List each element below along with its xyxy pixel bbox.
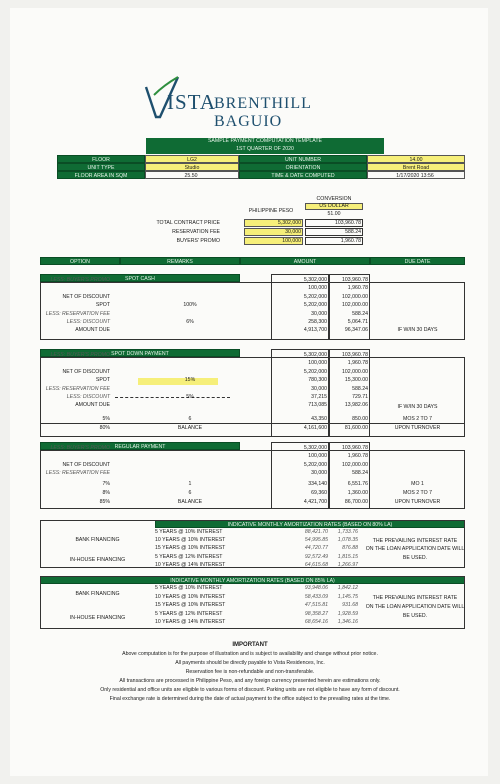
row-usd: 588.24 <box>352 385 368 392</box>
option-header: OPTION <box>40 257 120 265</box>
row-usd: 96,347.06 <box>344 327 368 334</box>
row-usd: 1,960.78 <box>347 360 368 367</box>
amort1-note1: THE PREVAILING INTEREST RATE <box>372 538 458 544</box>
amort-term: 10 YEARS @ 14% INTEREST <box>155 619 226 626</box>
row-remark: 15% <box>184 377 196 384</box>
sdp-inst-months: 6 <box>188 416 192 422</box>
amort-usd: 1,733.76 <box>337 529 358 535</box>
orientation-label: ORIENTATION <box>239 163 367 171</box>
row-label: NET OF DISCOUNT <box>62 461 110 468</box>
sdp-bal-usd: 81,600.00 <box>344 425 368 431</box>
note-line: Final exchange rate is determined during the date of actual payment to the office subject to the prevailing rates at the time. <box>109 696 391 702</box>
floor-value: LG2 <box>145 155 239 163</box>
amort-term: 15 YEARS @ 10% INTEREST <box>155 545 226 552</box>
amort1-title: INDICATIVE MONTHLY AMORTIZATION RATES (BASED ON 80% LA) <box>155 520 465 528</box>
tcp-label: TOTAL CONTRACT PRICE <box>156 220 220 226</box>
row-php: 5,202,000 <box>303 368 327 375</box>
floor-area-label: FLOOR AREA IN SQM <box>57 171 145 179</box>
usd-label: US DOLLAR <box>319 203 349 209</box>
row-php: 100,000 <box>308 453 327 460</box>
res-usd: 588.24 <box>345 229 361 235</box>
pay-months: BALANCE <box>177 499 203 505</box>
sdp-bal-pct: 80% <box>99 425 110 431</box>
row-usd: 102,000.00 <box>342 293 368 300</box>
row-label: LESS: DISCOUNT <box>66 319 110 325</box>
row-usd: 103,960.78 <box>342 445 368 451</box>
note-line: All transactions are processed in Philippine Peso, and any foreign currency presented herein are estimations only. <box>119 678 381 684</box>
amort-usd: 1,266.97 <box>337 561 358 568</box>
conversion-rate: 51.00 <box>327 211 341 217</box>
notes-title: IMPORTANT <box>232 642 268 648</box>
row-remark: 5% <box>186 394 194 400</box>
row-usd: 1,960.78 <box>347 453 368 460</box>
tcp-usd: 103,960.78 <box>335 220 361 226</box>
amort-term: 5 YEARS @ 10% INTEREST <box>155 585 223 591</box>
pay-months: 6 <box>188 490 192 496</box>
amort-usd: 931.68 <box>342 602 358 609</box>
pay-months: 1 <box>188 481 192 487</box>
row-php: 30,000 <box>311 470 327 477</box>
row-label: NET OF DISCOUNT <box>62 368 110 375</box>
pay-usd: 6,551.76 <box>347 481 368 487</box>
row-usd: 13,982.06 <box>344 402 368 409</box>
row-label: LESS: BUYER'S PROMO <box>50 277 110 283</box>
promo-usd: 1,960.78 <box>340 238 361 244</box>
pay-php: 69,360 <box>311 490 327 496</box>
promo-php: 100,000 <box>282 238 301 244</box>
amort-term: 5 YEARS @ 10% INTEREST <box>155 529 223 535</box>
amort2-title: INDICATIVE MONTHLY AMORTIZATION RATES (BASED ON 85% LA) <box>40 576 465 584</box>
row-php: 5,202,000 <box>303 461 327 468</box>
row-label: LESS: BUYER'S PROMO <box>50 445 110 451</box>
amort-php: 68,654.16 <box>304 619 328 626</box>
pay-php: 4,421,700 <box>303 499 327 505</box>
row-usd: 1,960.78 <box>347 285 368 292</box>
amort-php: 44,720.77 <box>304 545 328 552</box>
amort-term: 5 YEARS @ 12% INTEREST <box>155 610 223 617</box>
amort-term: 10 YEARS @ 10% INTEREST <box>155 593 226 600</box>
spot-down-title: SPOT DOWN PAYMENT <box>40 349 240 357</box>
row-label: NET OF DISCOUNT <box>62 293 110 300</box>
amort-php: 98,358.27 <box>304 610 328 617</box>
time-label: TIME & DATE COMPUTED <box>239 171 367 179</box>
row-php: 100,000 <box>308 285 327 292</box>
amort-php: 54,995.85 <box>304 537 328 544</box>
spot-down-due: IF W/IN 30 DAYS <box>397 404 438 410</box>
row-label: SPOT <box>95 377 110 384</box>
row-usd: 103,960.78 <box>342 352 368 358</box>
amort-term: 5 YEARS @ 12% INTEREST <box>155 553 223 560</box>
res-label: RESERVATION FEE <box>172 229 220 235</box>
row-remark: 100% <box>183 302 197 309</box>
row-php: 780,300 <box>308 377 327 384</box>
unit-type-value: Studio <box>145 163 239 171</box>
pay-pct: 8% <box>102 490 110 496</box>
amort-php: 64,615.68 <box>304 561 328 568</box>
row-php: 5,202,000 <box>303 302 327 309</box>
note-line: All payments should be directly payable to Vista Residences, Inc. <box>175 660 325 666</box>
amort-usd: 1,346.16 <box>337 619 358 626</box>
amort-usd: 1,145.75 <box>337 593 358 600</box>
row-usd: 102,000.00 <box>342 368 368 375</box>
unit-number-label: UNIT NUMBER <box>239 155 367 163</box>
logo-sub: BRENTHILL BAGUIO <box>214 95 312 130</box>
amort2-inhouse-label: IN-HOUSE FINANCING <box>69 615 126 621</box>
amort2-bank-label: BANK FINANCING <box>75 591 120 597</box>
tcp-php: 5,302,000 <box>277 220 301 226</box>
amort-usd: 1,078.35 <box>337 537 358 544</box>
row-usd: 103,960.78 <box>342 277 368 283</box>
remarks-header: REMARKS <box>120 257 240 265</box>
row-label: LESS: RESERVATION FEE <box>45 385 110 392</box>
unit-number-value: 14.00 <box>367 155 465 163</box>
amort1-inhouse-label: IN-HOUSE FINANCING <box>69 557 126 563</box>
sdp-bal-label: BALANCE <box>177 425 203 431</box>
amort2-note1: THE PREVAILING INTEREST RATE <box>372 595 458 601</box>
row-php: 5,302,000 <box>303 277 327 283</box>
conversion-label: CONVERSION <box>316 196 352 202</box>
row-usd: 5,064.71 <box>347 319 368 325</box>
amort-usd: 1,842.12 <box>337 585 358 591</box>
regular-title: REGULAR PAYMENT <box>40 442 240 450</box>
amort1-note3: BE USED. <box>402 555 428 561</box>
row-label: AMOUNT DUE <box>75 327 110 334</box>
row-label: LESS: RESERVATION FEE <box>45 310 110 317</box>
row-php: 37,215 <box>311 394 327 400</box>
sdp-inst-pct: 5% <box>102 416 110 422</box>
res-php: 30,000 <box>285 229 301 235</box>
pay-pct: 85% <box>99 499 110 505</box>
note-line: Reservation fee is non-refundable and non-transferable. <box>185 669 315 675</box>
row-php: 713,085 <box>308 402 327 409</box>
vista-logo <box>140 75 370 130</box>
amort-term: 15 YEARS @ 10% INTEREST <box>155 602 226 609</box>
row-php: 100,000 <box>308 360 327 367</box>
amort2-note3: BE USED. <box>402 613 428 619</box>
amort-php: 93,948.06 <box>304 585 328 591</box>
amort-term: 10 YEARS @ 10% INTEREST <box>155 537 226 544</box>
amort1-bank-label: BANK FINANCING <box>75 537 120 543</box>
row-label: LESS: BUYER'S PROMO <box>50 352 110 358</box>
row-usd: 588.24 <box>352 310 368 317</box>
row-remark: 6% <box>186 319 194 325</box>
row-usd: 729.71 <box>352 394 368 400</box>
amort-php: 58,433.09 <box>304 593 328 600</box>
row-label: AMOUNT DUE <box>75 402 110 409</box>
spot-cash-title: SPOT CASH <box>40 274 240 282</box>
row-label: LESS: DISCOUNT <box>66 394 110 400</box>
pay-pct: 7% <box>102 481 110 487</box>
amort-php: 92,572.49 <box>304 553 328 560</box>
floor-label: FLOOR <box>57 155 145 163</box>
note-line: Only residential and office units are eligible to various forms of discount. Parking units are not eligible to have any form of discount. <box>100 687 400 693</box>
spot-cash-due: IF W/IN 30 DAYS <box>397 327 438 333</box>
unit-type-label: UNIT TYPE <box>57 163 145 171</box>
amort-usd: 876.88 <box>342 545 358 552</box>
time-value: 1/17/2020 13:56 <box>367 171 465 179</box>
promo-label: BUYERS' PROMO <box>176 238 220 244</box>
pay-usd: 1,360.00 <box>347 490 368 496</box>
pay-due: UPON TURNOVER <box>394 499 441 505</box>
due-date-header: DUE DATE <box>370 257 465 265</box>
row-php: 30,000 <box>311 310 327 317</box>
pay-due: MO 1 <box>411 481 424 487</box>
row-php: 4,913,700 <box>303 327 327 334</box>
amort-php: 88,421.70 <box>304 529 328 535</box>
template-quarter: 1ST QUARTER OF 2020 <box>146 146 384 154</box>
row-php: 5,302,000 <box>303 352 327 358</box>
row-usd: 102,000.00 <box>342 461 368 468</box>
template-title: SAMPLE PAYMENT COMPUTATION TEMPLATE <box>146 138 384 146</box>
pay-due: MOS 2 TO 7 <box>403 490 432 496</box>
peso-label: PHILIPPINE PESO <box>248 208 294 214</box>
pay-usd: 86,700.00 <box>344 499 368 505</box>
row-usd: 588.24 <box>352 470 368 477</box>
row-usd: 15,300.00 <box>344 377 368 384</box>
amort2-note2: ON THE LOAN APPLICATION DATE WILL <box>365 604 465 610</box>
sdp-inst-php: 43,350 <box>311 416 327 422</box>
sdp-bal-due: UPON TURNOVER <box>394 425 441 431</box>
row-php: 5,302,000 <box>303 445 327 451</box>
sdp-inst-due: MOS 2 TO 7 <box>403 416 432 422</box>
sdp-inst-usd: 850.00 <box>352 416 368 422</box>
amort1-note2: ON THE LOAN APPLICATION DATE WILL <box>365 546 465 552</box>
logo-vista-text: ISTA <box>167 90 216 114</box>
orientation-value: Brent Road <box>367 163 465 171</box>
amort-term: 10 YEARS @ 14% INTEREST <box>155 561 226 568</box>
row-php: 258,300 <box>308 319 327 325</box>
pay-php: 334,140 <box>308 481 327 487</box>
amort-usd: 1,815.15 <box>337 553 358 560</box>
sdp-bal-php: 4,161,600 <box>303 425 327 431</box>
row-label: SPOT <box>95 302 110 309</box>
row-label: LESS: RESERVATION FEE <box>45 470 110 477</box>
row-php: 5,202,000 <box>303 293 327 300</box>
note-line: Above computation is for the purpose of illustration and is subject to availability and change without prior notice. <box>122 651 378 657</box>
floor-area-value: 25.50 <box>145 171 239 179</box>
amount-header: AMOUNT <box>240 257 370 265</box>
amort-usd: 1,928.59 <box>337 610 358 617</box>
amort-php: 47,515.81 <box>304 602 328 609</box>
row-php: 30,000 <box>311 385 327 392</box>
row-usd: 102,000.00 <box>342 302 368 309</box>
